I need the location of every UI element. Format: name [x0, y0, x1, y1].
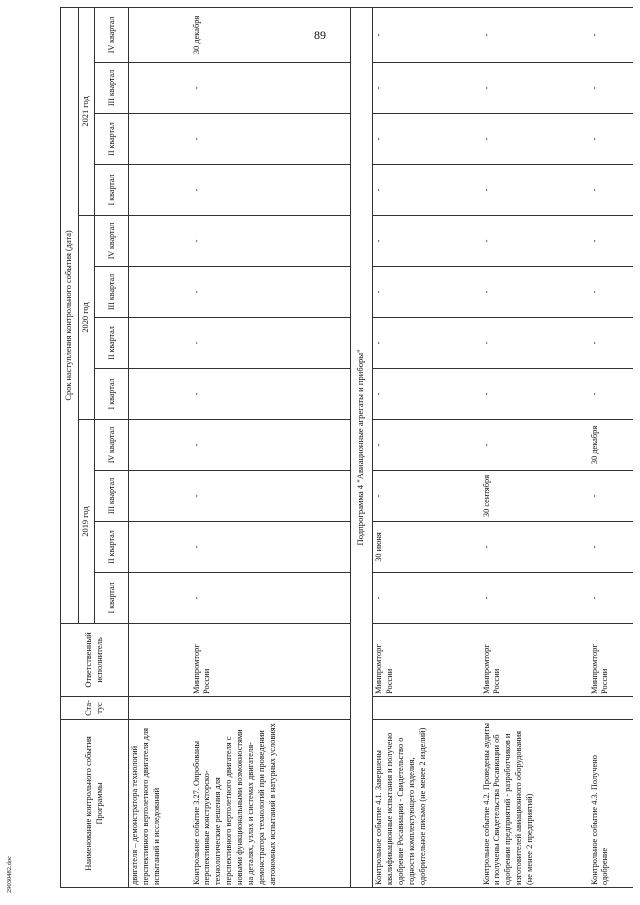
- event-name: Контрольное событие 4.3. Получено одобрение: [589, 720, 633, 888]
- cell-value: -: [191, 290, 201, 294]
- event-date: 30 сентября: [481, 474, 491, 518]
- quarter-cell: [373, 522, 481, 573]
- header-quarter: II квартал: [95, 522, 129, 573]
- quarter-cell: [191, 573, 351, 624]
- quarter-cell: [481, 369, 589, 420]
- header-quarter: IV квартал: [95, 7, 129, 62]
- quarter-cell: [589, 114, 633, 165]
- quarter-cell: [129, 267, 191, 318]
- cell-value: -: [589, 596, 599, 600]
- quarter-cell: [373, 369, 481, 420]
- quarter-cell: [481, 216, 589, 267]
- table-header: [61, 7, 129, 887]
- cell-value: -: [191, 596, 201, 600]
- cell-value: -: [191, 494, 201, 498]
- header-quarter: III квартал: [95, 471, 129, 522]
- header-dates: Срок наступления контрольного события (дата): [61, 7, 79, 623]
- quarter-cell: [589, 318, 633, 369]
- cell-value: -: [374, 494, 383, 498]
- cell-value: -: [374, 341, 383, 345]
- cell-value: -: [481, 33, 491, 37]
- cell-value: -: [481, 392, 491, 396]
- event-responsible: Минпромторг России: [589, 624, 633, 697]
- quarter-cell: [129, 369, 191, 420]
- quarter-cell: [589, 165, 633, 216]
- cell-value: -: [191, 392, 201, 396]
- quarter-cell: [589, 7, 633, 62]
- rotated-table-page: [60, 8, 620, 888]
- event-responsible: [129, 624, 191, 697]
- quarter-cell: [481, 522, 589, 573]
- event-date: 30 июня: [374, 532, 383, 562]
- event-status: [589, 697, 633, 720]
- quarter-cell: [589, 369, 633, 420]
- event-status: [481, 697, 589, 720]
- event-name: двигателя – демонстратора технологий перспективного вертолетного двигателя для испытаний и исследований: [129, 720, 191, 888]
- quarter-cell: [191, 267, 351, 318]
- quarter-cell: [589, 471, 633, 522]
- cell-value: -: [374, 239, 383, 243]
- quarter-cell: [373, 63, 481, 114]
- cell-value: -: [481, 443, 491, 447]
- header-year-2020: 2020 год: [79, 216, 95, 420]
- header-quarter: II квартал: [95, 114, 129, 165]
- header-quarter: III квартал: [95, 63, 129, 114]
- cell-value: -: [374, 290, 383, 294]
- header-year-2019: 2019 год: [79, 420, 95, 624]
- quarter-cell: [191, 165, 351, 216]
- cell-value: -: [481, 188, 491, 192]
- quarter-cell: [373, 573, 481, 624]
- cell-value: -: [481, 137, 491, 141]
- quarter-cell: [129, 471, 191, 522]
- cell-value: -: [589, 545, 599, 549]
- header-year-2021: 2021 год: [79, 7, 95, 215]
- cell-value: -: [589, 188, 599, 192]
- subprogram-row: [351, 7, 373, 887]
- quarter-cell: [129, 63, 191, 114]
- quarter-cell: [481, 471, 589, 522]
- quarter-cell: [589, 522, 633, 573]
- header-quarter: I квартал: [95, 369, 129, 420]
- quarter-cell: [589, 63, 633, 114]
- table-row: [373, 7, 481, 887]
- quarter-cell: [481, 573, 589, 624]
- cell-value: -: [481, 596, 491, 600]
- cell-value: -: [589, 239, 599, 243]
- event-name: Контрольное событие 3.27. Опробованы перспективные конструкторско-технологические решения для перспективного вертолетного двигателя с новыми функциональными возможностями на деталях, узлах и системах двигателя-демонстратора технологий при проведении автономных испытаний в натурных условиях: [191, 720, 351, 888]
- header-quarter: I квартал: [95, 573, 129, 624]
- header-quarter: I квартал: [95, 165, 129, 216]
- quarter-cell: [373, 318, 481, 369]
- subprogram-title: Подпрограмма 4 "Авиационные агрегаты и приборы": [351, 7, 373, 887]
- cell-value: -: [589, 86, 599, 90]
- cell-value: -: [481, 86, 491, 90]
- cell-value: -: [374, 392, 383, 396]
- event-responsible: Минпромторг России: [481, 624, 589, 697]
- quarter-cell: [481, 7, 589, 62]
- cell-value: -: [589, 341, 599, 345]
- quarter-cell: [589, 573, 633, 624]
- event-status: [129, 697, 191, 720]
- quarter-cell: [191, 471, 351, 522]
- quarter-cell: [373, 114, 481, 165]
- cell-value: -: [589, 290, 599, 294]
- quarter-cell: [129, 7, 191, 62]
- cell-value: -: [191, 545, 201, 549]
- quarter-cell: [191, 522, 351, 573]
- cell-value: -: [191, 86, 201, 90]
- footer-filename: 29030482.doc: [6, 855, 13, 893]
- cell-value: -: [589, 392, 599, 396]
- header-quarter: IV квартал: [95, 420, 129, 471]
- cell-value: -: [374, 86, 383, 90]
- event-responsible: Минпромторг России: [373, 624, 481, 697]
- quarter-cell: [589, 216, 633, 267]
- quarter-cell: [129, 114, 191, 165]
- table-row: [589, 7, 633, 887]
- cell-value: -: [191, 443, 201, 447]
- quarter-cell: [481, 63, 589, 114]
- quarter-cell: [191, 216, 351, 267]
- quarter-cell: [373, 7, 481, 62]
- quarter-cell: [129, 216, 191, 267]
- quarter-cell: [191, 7, 351, 62]
- event-date: 30 декабря: [589, 425, 599, 465]
- quarter-cell: [373, 471, 481, 522]
- table-row: [129, 7, 191, 887]
- table-row: [191, 7, 351, 887]
- quarter-cell: [481, 318, 589, 369]
- header-status: Ста-тус: [61, 697, 129, 720]
- cell-value: -: [374, 137, 383, 141]
- cell-value: -: [589, 33, 599, 37]
- header-responsible: Ответственный исполнитель: [61, 624, 129, 697]
- quarter-cell: [589, 267, 633, 318]
- cell-value: -: [191, 239, 201, 243]
- quarter-cell: [373, 420, 481, 471]
- table-row: [481, 7, 589, 887]
- header-quarter: II квартал: [95, 318, 129, 369]
- quarter-cell: [481, 267, 589, 318]
- event-responsible: Минпромторг России: [191, 624, 351, 697]
- quarter-cell: [191, 369, 351, 420]
- event-date: 30 декабря: [191, 15, 201, 55]
- quarter-cell: [373, 216, 481, 267]
- cell-value: -: [374, 33, 383, 37]
- quarter-cell: [191, 63, 351, 114]
- table-body: [129, 7, 633, 887]
- quarter-cell: [129, 318, 191, 369]
- page-number: 89: [314, 28, 326, 42]
- quarter-cell: [191, 114, 351, 165]
- quarter-cell: [373, 267, 481, 318]
- cell-value: -: [589, 494, 599, 498]
- quarter-cell: [129, 522, 191, 573]
- cell-value: -: [589, 137, 599, 141]
- cell-value: -: [481, 545, 491, 549]
- header-event-name: Наименование контрольного события Программы: [61, 720, 129, 888]
- cell-value: -: [374, 443, 383, 447]
- cell-value: -: [191, 188, 201, 192]
- quarter-cell: [129, 165, 191, 216]
- quarter-cell: [191, 420, 351, 471]
- event-name: Контрольное событие 4.1. Завершены квалификационные испытания и получено одобрение Росавиации - Свидетельство о годности комплектующего изделия, одобрительное письмо (не менее 2 изделий): [373, 720, 481, 888]
- quarter-cell: [191, 318, 351, 369]
- cell-value: -: [374, 596, 383, 600]
- event-status: [191, 697, 351, 720]
- cell-value: -: [481, 239, 491, 243]
- cell-value: -: [481, 290, 491, 294]
- event-status: [373, 697, 481, 720]
- quarter-cell: [373, 165, 481, 216]
- quarter-cell: [129, 573, 191, 624]
- quarter-cell: [589, 420, 633, 471]
- event-name: Контрольное событие 4.2. Проведены аудиты и получены Свидетельства Росавиации об одобрении предприятий - разработчиков и изготовителей авиационного оборудования (не менее 2 предприятий): [481, 720, 589, 888]
- quarter-cell: [481, 165, 589, 216]
- quarter-cell: [129, 420, 191, 471]
- cell-value: -: [191, 341, 201, 345]
- cell-value: -: [191, 137, 201, 141]
- quarter-cell: [481, 114, 589, 165]
- header-quarter: III квартал: [95, 267, 129, 318]
- quarter-cell: [481, 420, 589, 471]
- control-events-table: [60, 7, 633, 888]
- header-quarter: IV квартал: [95, 216, 129, 267]
- cell-value: -: [481, 341, 491, 345]
- cell-value: -: [374, 188, 383, 192]
